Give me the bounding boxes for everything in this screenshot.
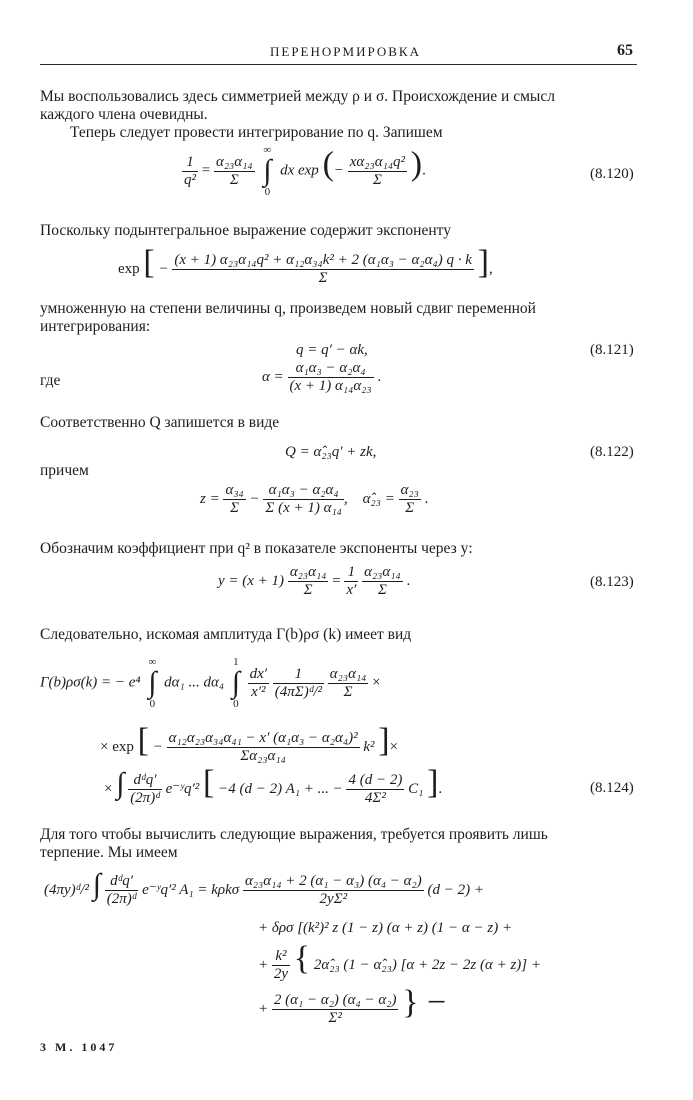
equation-label-8-121: (8.121) <box>590 342 634 358</box>
paragraph-2: Теперь следует провести интегрирование по q. Запишем <box>70 124 443 141</box>
equation-A1-line-3: + $\frac{\text{k²}}{2y}$ { 2α̂₂₃ (1 − α̂₂₃) [α + 2z − 2z (α + z)] + <box>258 940 542 983</box>
equation-label-8-122: (8.122) <box>590 444 634 460</box>
where-label: где <box>40 372 61 389</box>
printer-signature: 3 М. 1047 <box>40 1040 118 1054</box>
paragraph-5: Соответственно Q запишется в виде <box>40 414 280 431</box>
running-title: ПЕРЕНОРМИРОВКА <box>270 44 421 59</box>
paragraph-8: Следовательно, искомая амплитуда Γ(b)ρσ (k) имеет вид <box>40 626 412 643</box>
equation-label-8-124: (8.124) <box>590 780 634 796</box>
paragraph-9-line-2: терпение. Мы имеем <box>40 844 178 861</box>
equation-8-122-z: z = $\frac{\text{α₃₄}}{\Sigma}$ − $\frac{\text{α₁α₃ − α₂α₄}}{\text{Σ (x + 1) α₁₄}}$ , α̂₂₃ = $\frac{\text{α₂₃}}{\Sigma}$ . <box>200 482 429 516</box>
equation-A1-line-1: (4πy)ᵈ/² ∫ $\frac{\text{dᵈq′}}{\text{(2π)ᵈ}}$ e⁻ʸq′² A₁ = kρkσ $\frac{\text{α₂₃α₁₄ + 2 (α₁ − α₃) (α₄ − α₂)}}{\text{2yΣ²}}$ (d − 2) + <box>44 868 484 908</box>
paragraph-6: причем <box>40 462 89 479</box>
equation-8-121-shift: q = q′ − αk, <box>296 342 368 358</box>
paragraph-9-line-1: Для того чтобы вычислить следующие выражения, требуется проявить лишь <box>40 826 548 843</box>
page-number: 65 <box>617 42 633 59</box>
paragraph-1-line-2: каждого члена очевидны. <box>40 106 208 123</box>
equation-8-123: y = (x + 1) $\frac{\text{α₂₃α₁₄}}{\Sigma}$ = $\frac{1}{x'}$ $\frac{\text{α₂₃α₁₄}}{\Sigma}$ . <box>218 564 411 598</box>
paragraph-4-line-2: интегрирования: <box>40 318 151 335</box>
equation-8-124-line-1: Γ(b)ρσ(k) = − e⁴ ∞ ∫ 0 dα₁ ... dα₄ 1 ∫ 0 $\frac{dx'}{\text{x′²}}$ $\frac{1}{\text{(4πΣ)ᵈ/²}}$ $\frac{\text{α₂₃α₁₄}}{\Sigma}$ × <box>40 656 381 710</box>
equation-A1-line-2: + δρσ [(k²)² z (1 − z) (α + z) (1 − α − z) + <box>258 920 513 936</box>
paragraph-4-line-1: умноженную на степени величины q, произведем новый сдвиг переменной <box>40 300 536 317</box>
exponent-expression: exp [ − $\frac{\text{(x + 1) α₂₃α₁₄q² + α₁₂α₃₄k² + 2 (α₁α₃ − α₂α₄) q · k}}{\Sigma}$ ], <box>118 244 493 287</box>
equation-label-8-123: (8.123) <box>590 574 634 590</box>
equation-8-124-line-2: × exp [ − $\frac{\text{α₁₂α₂₃α₃₄α₄₁ − x′ (α₁α₃ − α₂α₄)²}}{\text{Σα₂₃α₁₄}}$ k² ]× <box>100 722 399 765</box>
equation-8-124-line-3: × ∫ $\frac{\text{dᵈq′}}{\text{(2π)ᵈ}}$ e⁻ʸq′² [ −4 (d − 2) A₁ + ... − $\frac{4 (d - 2)}{\text{4Σ²}}$ C₁ ]. <box>104 764 443 807</box>
paragraph-7: Обозначим коэффициент при q² в показателе экспоненты через y: <box>40 540 473 557</box>
equation-A1-line-4: + $\frac{\text{2 (α₁ − α₂) (α₄ − α₂)}}{\text{Σ²}}$ } − <box>258 984 447 1027</box>
paragraph-3: Поскольку подынтегральное выражение содержит экспоненту <box>40 222 451 239</box>
equation-8-121-alpha: α = $\frac{\text{α₁α₃ − α₂α₄}}{\text{(x + 1) α₁₄α₂₃}}$ . <box>262 360 382 394</box>
equation-8-122: Q = α̂₂₃q′ + zk, <box>285 444 377 460</box>
equation-label-8-120: (8.120) <box>590 166 634 182</box>
paragraph-1-line-1: Мы воспользовались здесь симметрией между ρ и σ. Происхождение и смысл <box>40 88 555 105</box>
equation-8-120: $\frac{1}{\text{q²}}$ = $\frac{\text{α₂₃α₁₄}}{\Sigma}$ ∞ ∫ 0 dx exp (− $\frac{\text{xα₂₃α₁₄q²}}{\Sigma}$ ). <box>184 144 426 198</box>
header-rule <box>40 64 637 65</box>
